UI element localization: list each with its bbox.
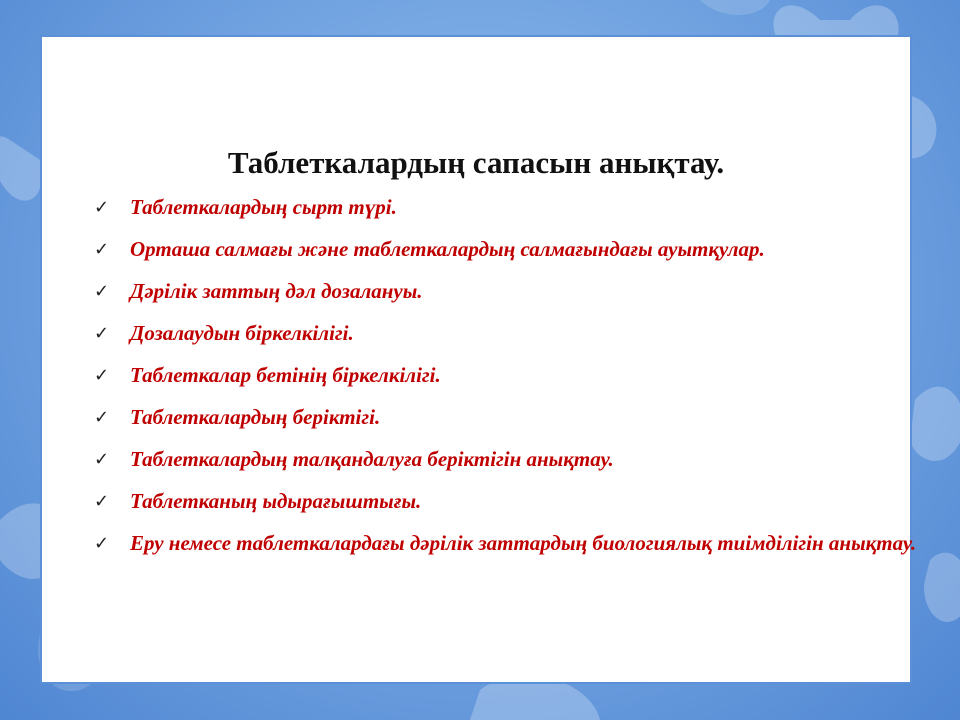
check-icon: ✓ <box>94 407 110 428</box>
bullet-text: Таблеткалар бетінің біркелкілігі. <box>130 363 441 387</box>
bullet-text: Еру немесе таблеткалардағы дәрілік заттардың биологиялық тиімділігін анықтау. <box>130 531 917 555</box>
butterfly-shape <box>0 136 42 200</box>
list-item <box>94 530 939 557</box>
check-icon: ✓ <box>94 491 110 512</box>
slide-title: Таблеткалардың сапасын анықтау. <box>227 145 725 180</box>
list-item <box>94 278 939 305</box>
check-icon: ✓ <box>94 239 110 260</box>
butterfly-shape <box>700 0 770 15</box>
bullet-text: Таблетканың ыдырағыштығы. <box>130 489 422 513</box>
bullet-text: Таблеткалардың беріктігі. <box>130 405 381 429</box>
list-item <box>94 320 939 347</box>
slide-content-panel <box>40 35 917 684</box>
bullet-text: Дәрілік заттың дәл дозалануы. <box>130 279 423 303</box>
list-item <box>94 194 939 221</box>
check-icon: ✓ <box>94 533 110 554</box>
bullet-text: Дозалаудын біркелкілігі. <box>130 321 354 345</box>
bullet-text: Таблеткалардың талқандалуға беріктігін анықтау. <box>130 447 614 471</box>
bullet-list <box>94 194 939 572</box>
list-item <box>94 362 939 389</box>
check-icon: ✓ <box>94 449 110 470</box>
check-icon: ✓ <box>94 323 110 344</box>
list-item <box>94 236 939 263</box>
check-icon: ✓ <box>94 365 110 386</box>
list-item <box>94 488 939 515</box>
check-icon: ✓ <box>94 197 110 218</box>
list-item <box>94 404 939 431</box>
bullet-text: Орташа салмағы және таблеткалардың салмағындағы ауытқулар. <box>130 237 765 261</box>
bullet-text: Таблеткалардың сырт түрі. <box>130 195 397 219</box>
check-icon: ✓ <box>94 281 110 302</box>
list-item <box>94 446 939 473</box>
